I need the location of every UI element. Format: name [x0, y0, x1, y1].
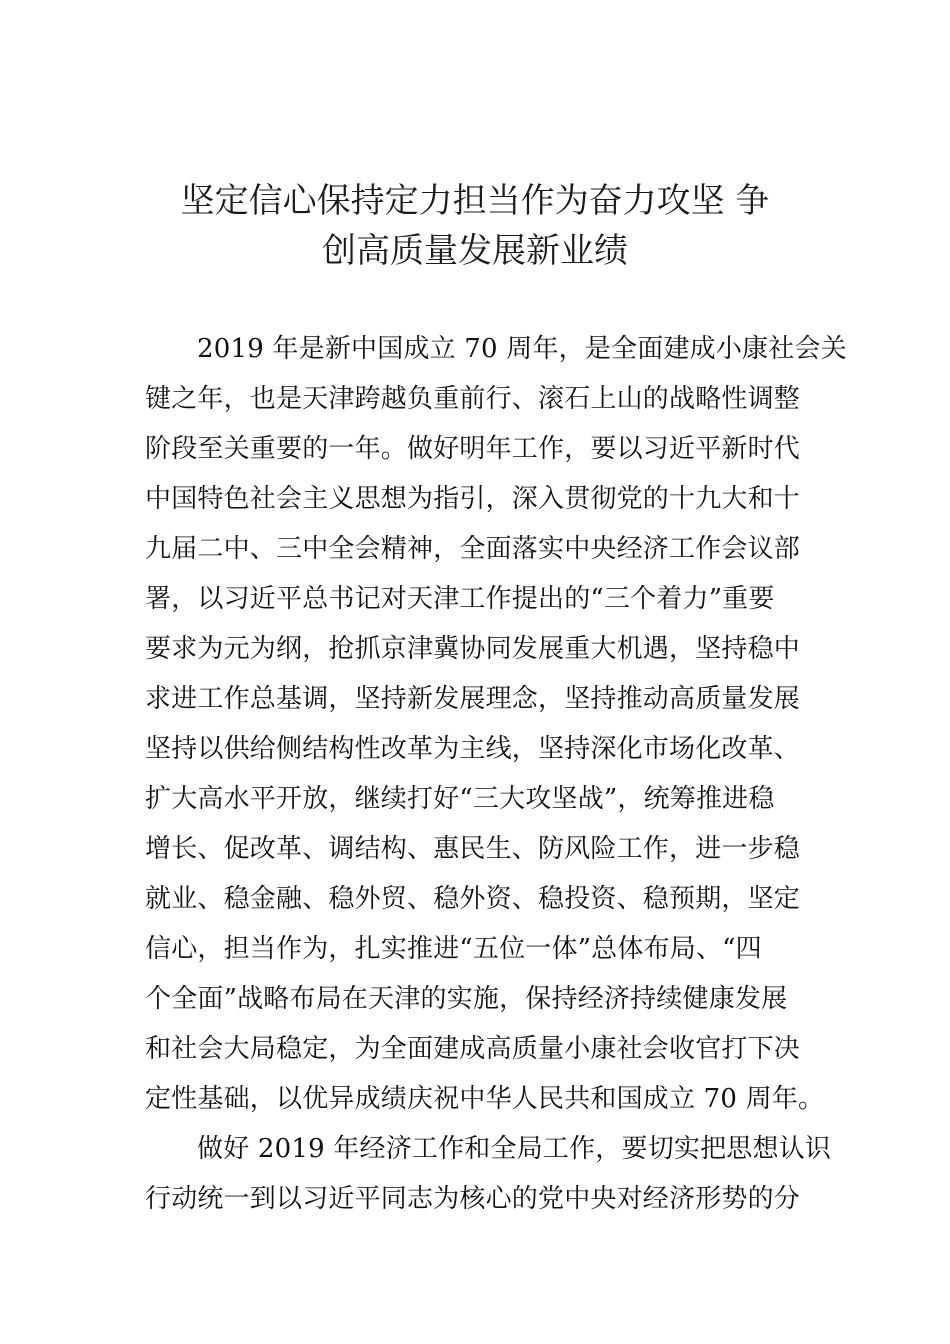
title-line-1: 坚定信心保持定力担当作为奋力攻坚 争: [180, 181, 770, 221]
text-line: 定性基础，以优异成绩庆祝中华人民共和国成立 70 周年。: [145, 1084, 825, 1114]
text-line: 就业、稳金融、稳外贸、稳外资、稳投资、稳预期，坚定: [145, 884, 801, 914]
text-line: 键之年，也是天津跨越负重前行、滚石上山的战略性调整: [145, 384, 801, 414]
text-line: 坚持以供给侧结构性改革为主线，坚持深化市场化改革、: [145, 734, 801, 764]
text-line: 九届二中、三中全会精神，全面落实中央经济工作会议部: [145, 534, 801, 564]
text-line: 信心，担当作为，扎实推进“五位一体”总体布局、“四: [145, 934, 762, 964]
text-line: 做好 2019 年经济工作和全局工作，要切实把思想认识: [197, 1134, 832, 1164]
text-line: 2019 年是新中国成立 70 周年，是全面建成小康社会关: [197, 334, 847, 364]
text-line: 扩大高水平开放，继续打好“三大攻坚战”，统筹推进稳: [145, 784, 775, 814]
text-line: 署，以习近平总书记对天津工作提出的“三个着力”重要: [145, 584, 775, 614]
text-line: 增长、促改革、调结构、惠民生、防风险工作，进一步稳: [145, 834, 801, 864]
document-title: [140, 176, 810, 276]
paragraph-2: [145, 1124, 832, 1224]
text-line: 个全面”战略布局在天津的实施，保持经济持续健康发展: [145, 984, 788, 1014]
paragraph-1: [145, 324, 847, 1124]
text-line: 阶段至关重要的一年。做好明年工作，要以习近平新时代: [145, 434, 801, 464]
title-line-2: 创高质量发展新业绩: [322, 231, 628, 271]
text-line: 求进工作总基调，坚持新发展理念，坚持推动高质量发展: [145, 684, 801, 714]
document-body: [145, 324, 847, 1224]
text-line: 行动统一到以习近平同志为核心的党中央对经济形势的分: [145, 1184, 801, 1214]
text-line: 要求为元为纲，抢抓京津冀协同发展重大机遇，坚持稳中: [145, 634, 801, 664]
text-line: 和社会大局稳定，为全面建成高质量小康社会收官打下决: [145, 1034, 801, 1064]
text-line: 中国特色社会主义思想为指引，深入贯彻党的十九大和十: [145, 484, 801, 514]
